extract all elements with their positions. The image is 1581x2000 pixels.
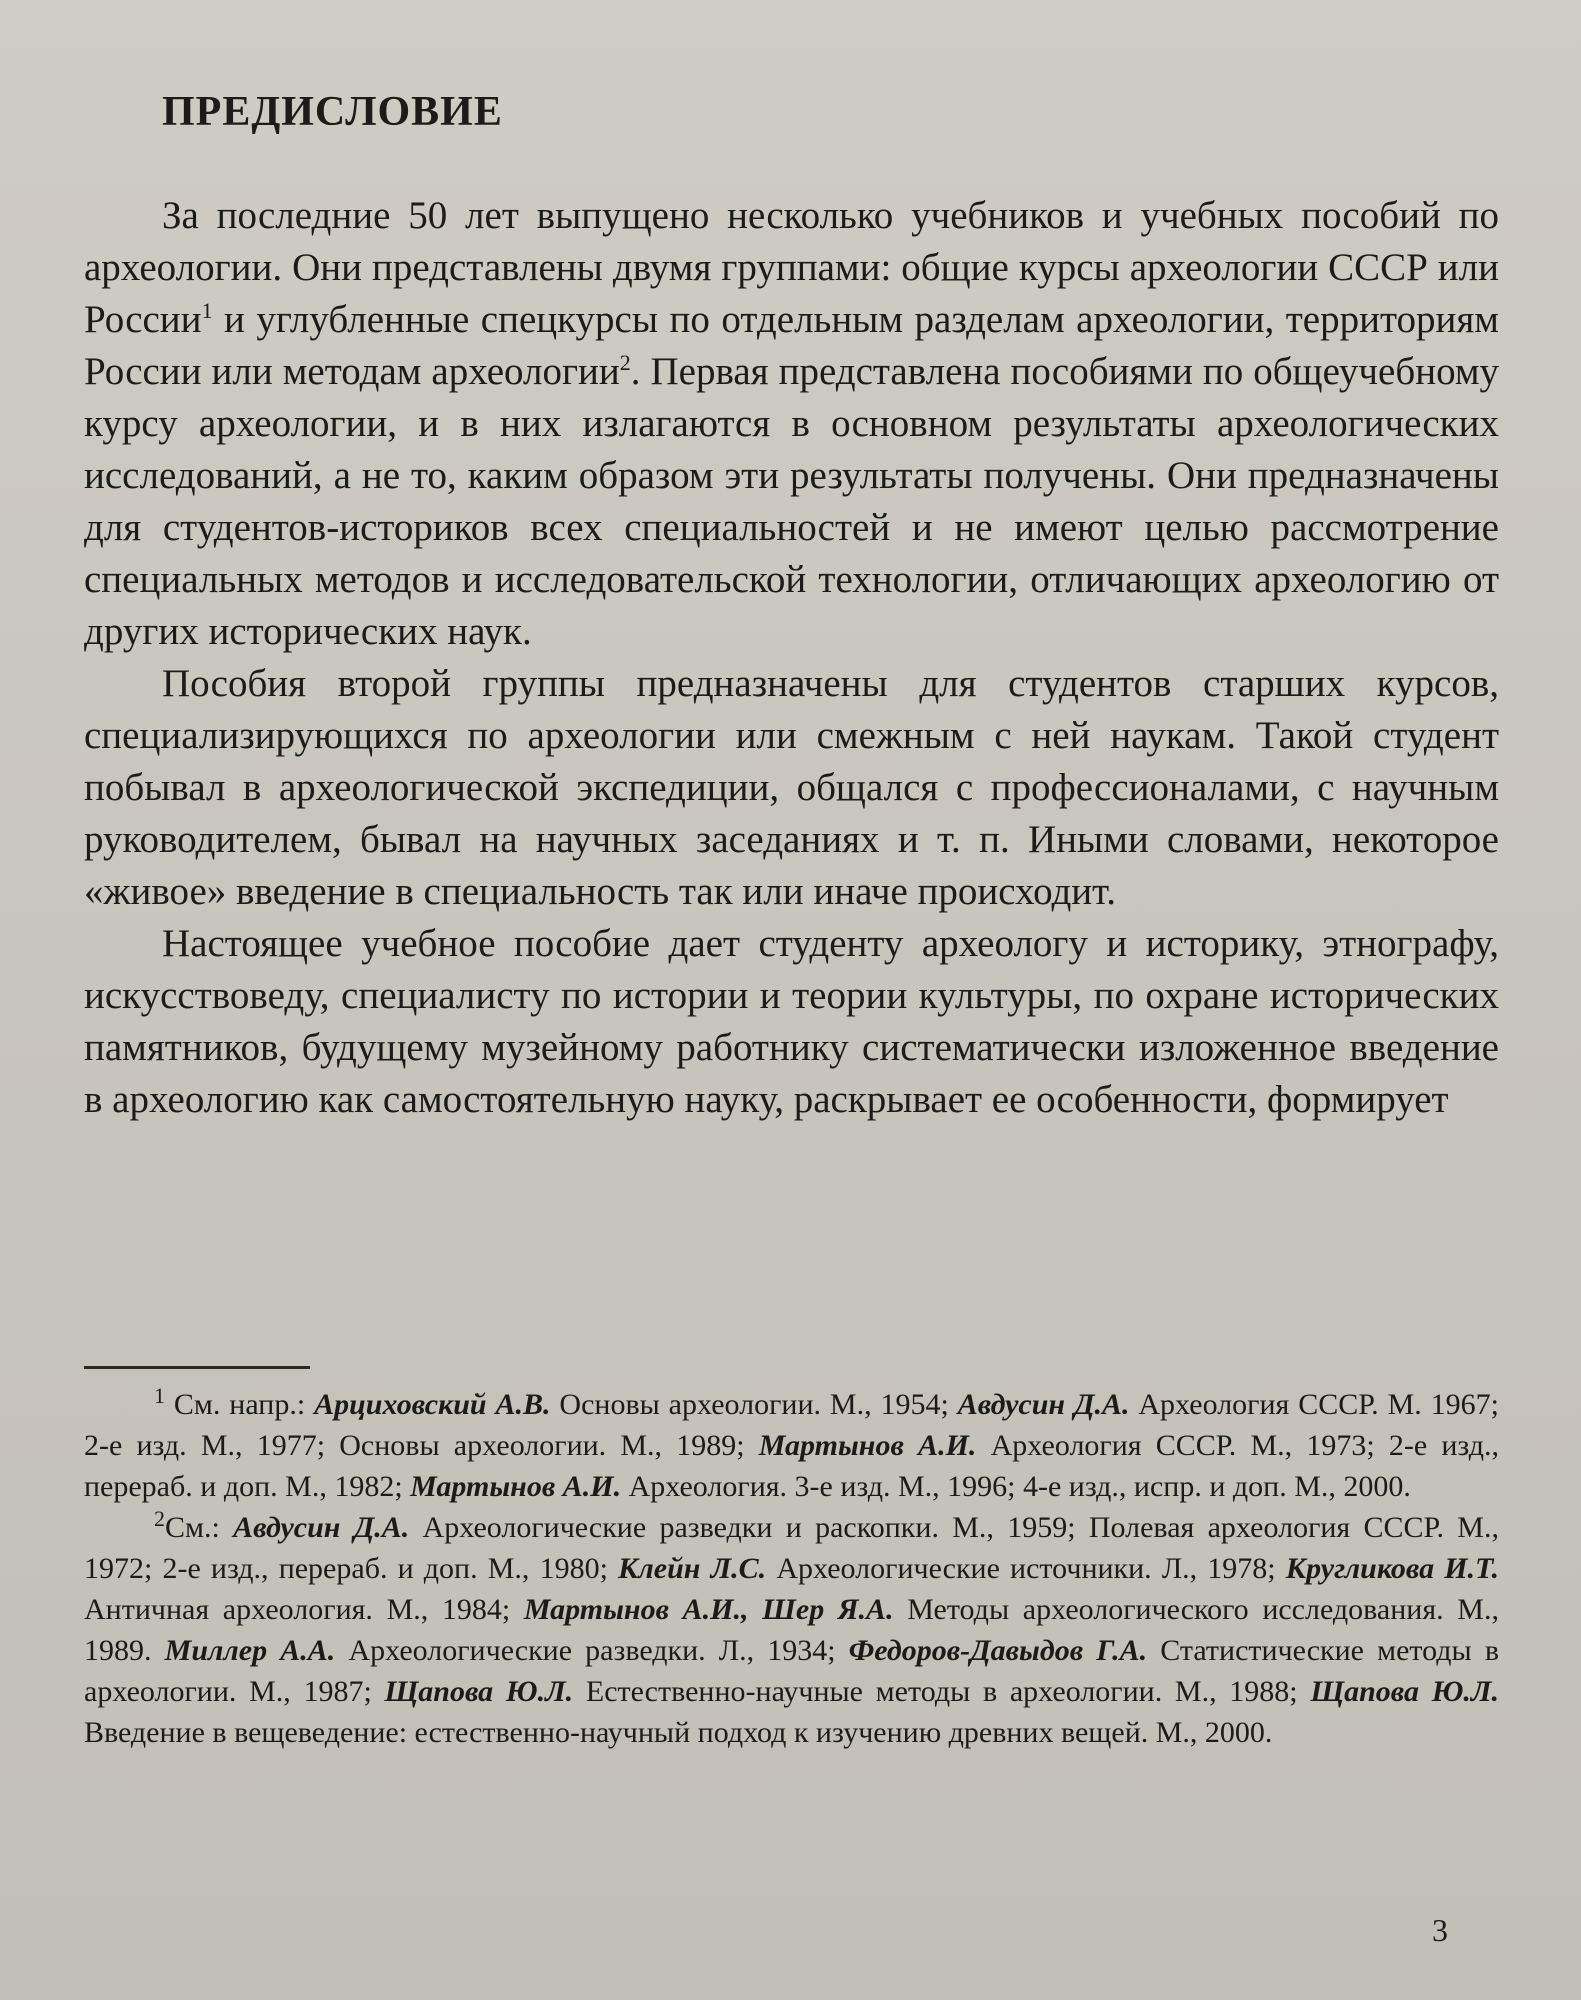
footnote-title: Основы археологии. М., 1954;: [550, 1388, 958, 1421]
footnote-author: Арциховский А.В.: [314, 1388, 551, 1421]
footnote-title: Археология СССР. М. 1967; 2-е изд. М., 1977; Основы археологии. М., 1989;: [84, 1388, 1499, 1462]
footnote-title: Введение в вещеведение: естественно-научный подход к изучению древних вещей. М., 2000.: [84, 1716, 1273, 1749]
footnotes: [84, 1384, 1499, 1753]
footnote-ref-1[interactable]: 1: [201, 298, 213, 323]
footnote-author: Щапова Ю.Л.: [384, 1675, 574, 1708]
footnote-2: [84, 1507, 1499, 1753]
footnote-author: Авдусин Д.А.: [957, 1388, 1130, 1421]
footnote-divider: [84, 1366, 310, 1369]
footnote-author: Мартынов А.И., Шер Я.А.: [523, 1593, 894, 1626]
footnote-1-mark: 1: [154, 1383, 165, 1408]
footnote-title: Методы археологического исследования. М., 1989.: [84, 1593, 1499, 1667]
footnote-title: Археология. 3-е изд. М., 1996; 4-е изд., испр. и доп. М., 2000.: [621, 1470, 1411, 1503]
footnote-author: Авдусин Д.А.: [233, 1511, 410, 1544]
paragraph-1-text-c: . Первая представлена пособиями по общеучебному курсу археологии, и в них излагаются в основном результаты археологических исследований, а не то, каким образом эти результаты получены. Они предназначены для студентов-историков всех специальностей и не имеют целью рассмотрение специальных методов и исследовательской технологии, отличающих археологию от других исторических наук.: [84, 350, 1500, 653]
footnote-author: Мартынов А.И.: [758, 1429, 977, 1462]
footnote-2-intro: См.:: [165, 1511, 234, 1544]
footnote-title: Археологические источники. Л., 1978;: [766, 1552, 1286, 1585]
footnote-author: Щапова Ю.Л.: [1310, 1675, 1499, 1708]
footnote-title: Естественно-научные методы в археологии. М., 1988;: [573, 1675, 1311, 1708]
footnote-author: Кругликова И.Т.: [1285, 1552, 1499, 1585]
footnote-author: Миллер А.А.: [164, 1634, 336, 1667]
footnote-ref-2[interactable]: 2: [619, 350, 631, 375]
footnote-author: Федоров-Давыдов Г.А.: [848, 1634, 1148, 1667]
footnote-2-mark: 2: [154, 1506, 165, 1531]
paragraph-3: Настоящее учебное пособие дает студенту археологу и историку, этнографу, искусствоведу, специалисту по истории и теории культуры, по охране исторических памятников, будущему музейному работнику систематически изложенное введение в археологию как самостоятельную науку, раскрывает ее особенности, формирует: [84, 922, 1499, 1121]
page-title: ПРЕДИСЛОВИЕ: [162, 89, 503, 135]
page-number: 3: [1432, 1912, 1448, 1948]
footnote-title: Археологические разведки и раскопки. М., 1959; Полевая археология СССР. М., 1972; 2-е изд., перераб. и доп. М., 1980;: [84, 1511, 1499, 1585]
footnote-author: Клейн Л.С.: [618, 1552, 767, 1585]
paragraph-1-text-a: За последние 50 лет выпущено несколько учебников и учебных пособий по археологии. Они представлены двумя группами: общие курсы археологии СССР или России: [84, 194, 1499, 341]
paragraph-1: [84, 190, 1499, 658]
footnote-1-intro: См. напр.:: [165, 1388, 315, 1421]
paragraph-1-text-b: и углубленные спецкурсы по отдельным разделам археологии, территориям России или методам археологии: [84, 298, 1499, 393]
footnote-1: [84, 1384, 1499, 1507]
footnote-author: Мартынов А.И.: [410, 1470, 622, 1503]
footnote-title: Археология СССР. М., 1973; 2-е изд., перераб. и доп. М., 1982;: [84, 1429, 1499, 1503]
paragraph-2: Пособия второй группы предназначены для студентов старших курсов, специализирующихся по археологии или смежным с ней наукам. Такой студент побывал в археологической экспедиции, общался с профессионалами, с научным руководителем, бывал на научных заседаниях и т. п. Иными словами, некоторое «живое» введение в специальность так или иначе происходит.: [84, 662, 1499, 913]
main-text: [84, 190, 1499, 1126]
footnote-title: Античная археология. М., 1984;: [84, 1593, 524, 1626]
footnote-title: Статистические методы в археологии. М., 1987;: [84, 1634, 1500, 1708]
footnote-title: Археологические разведки. Л., 1934;: [335, 1634, 849, 1667]
